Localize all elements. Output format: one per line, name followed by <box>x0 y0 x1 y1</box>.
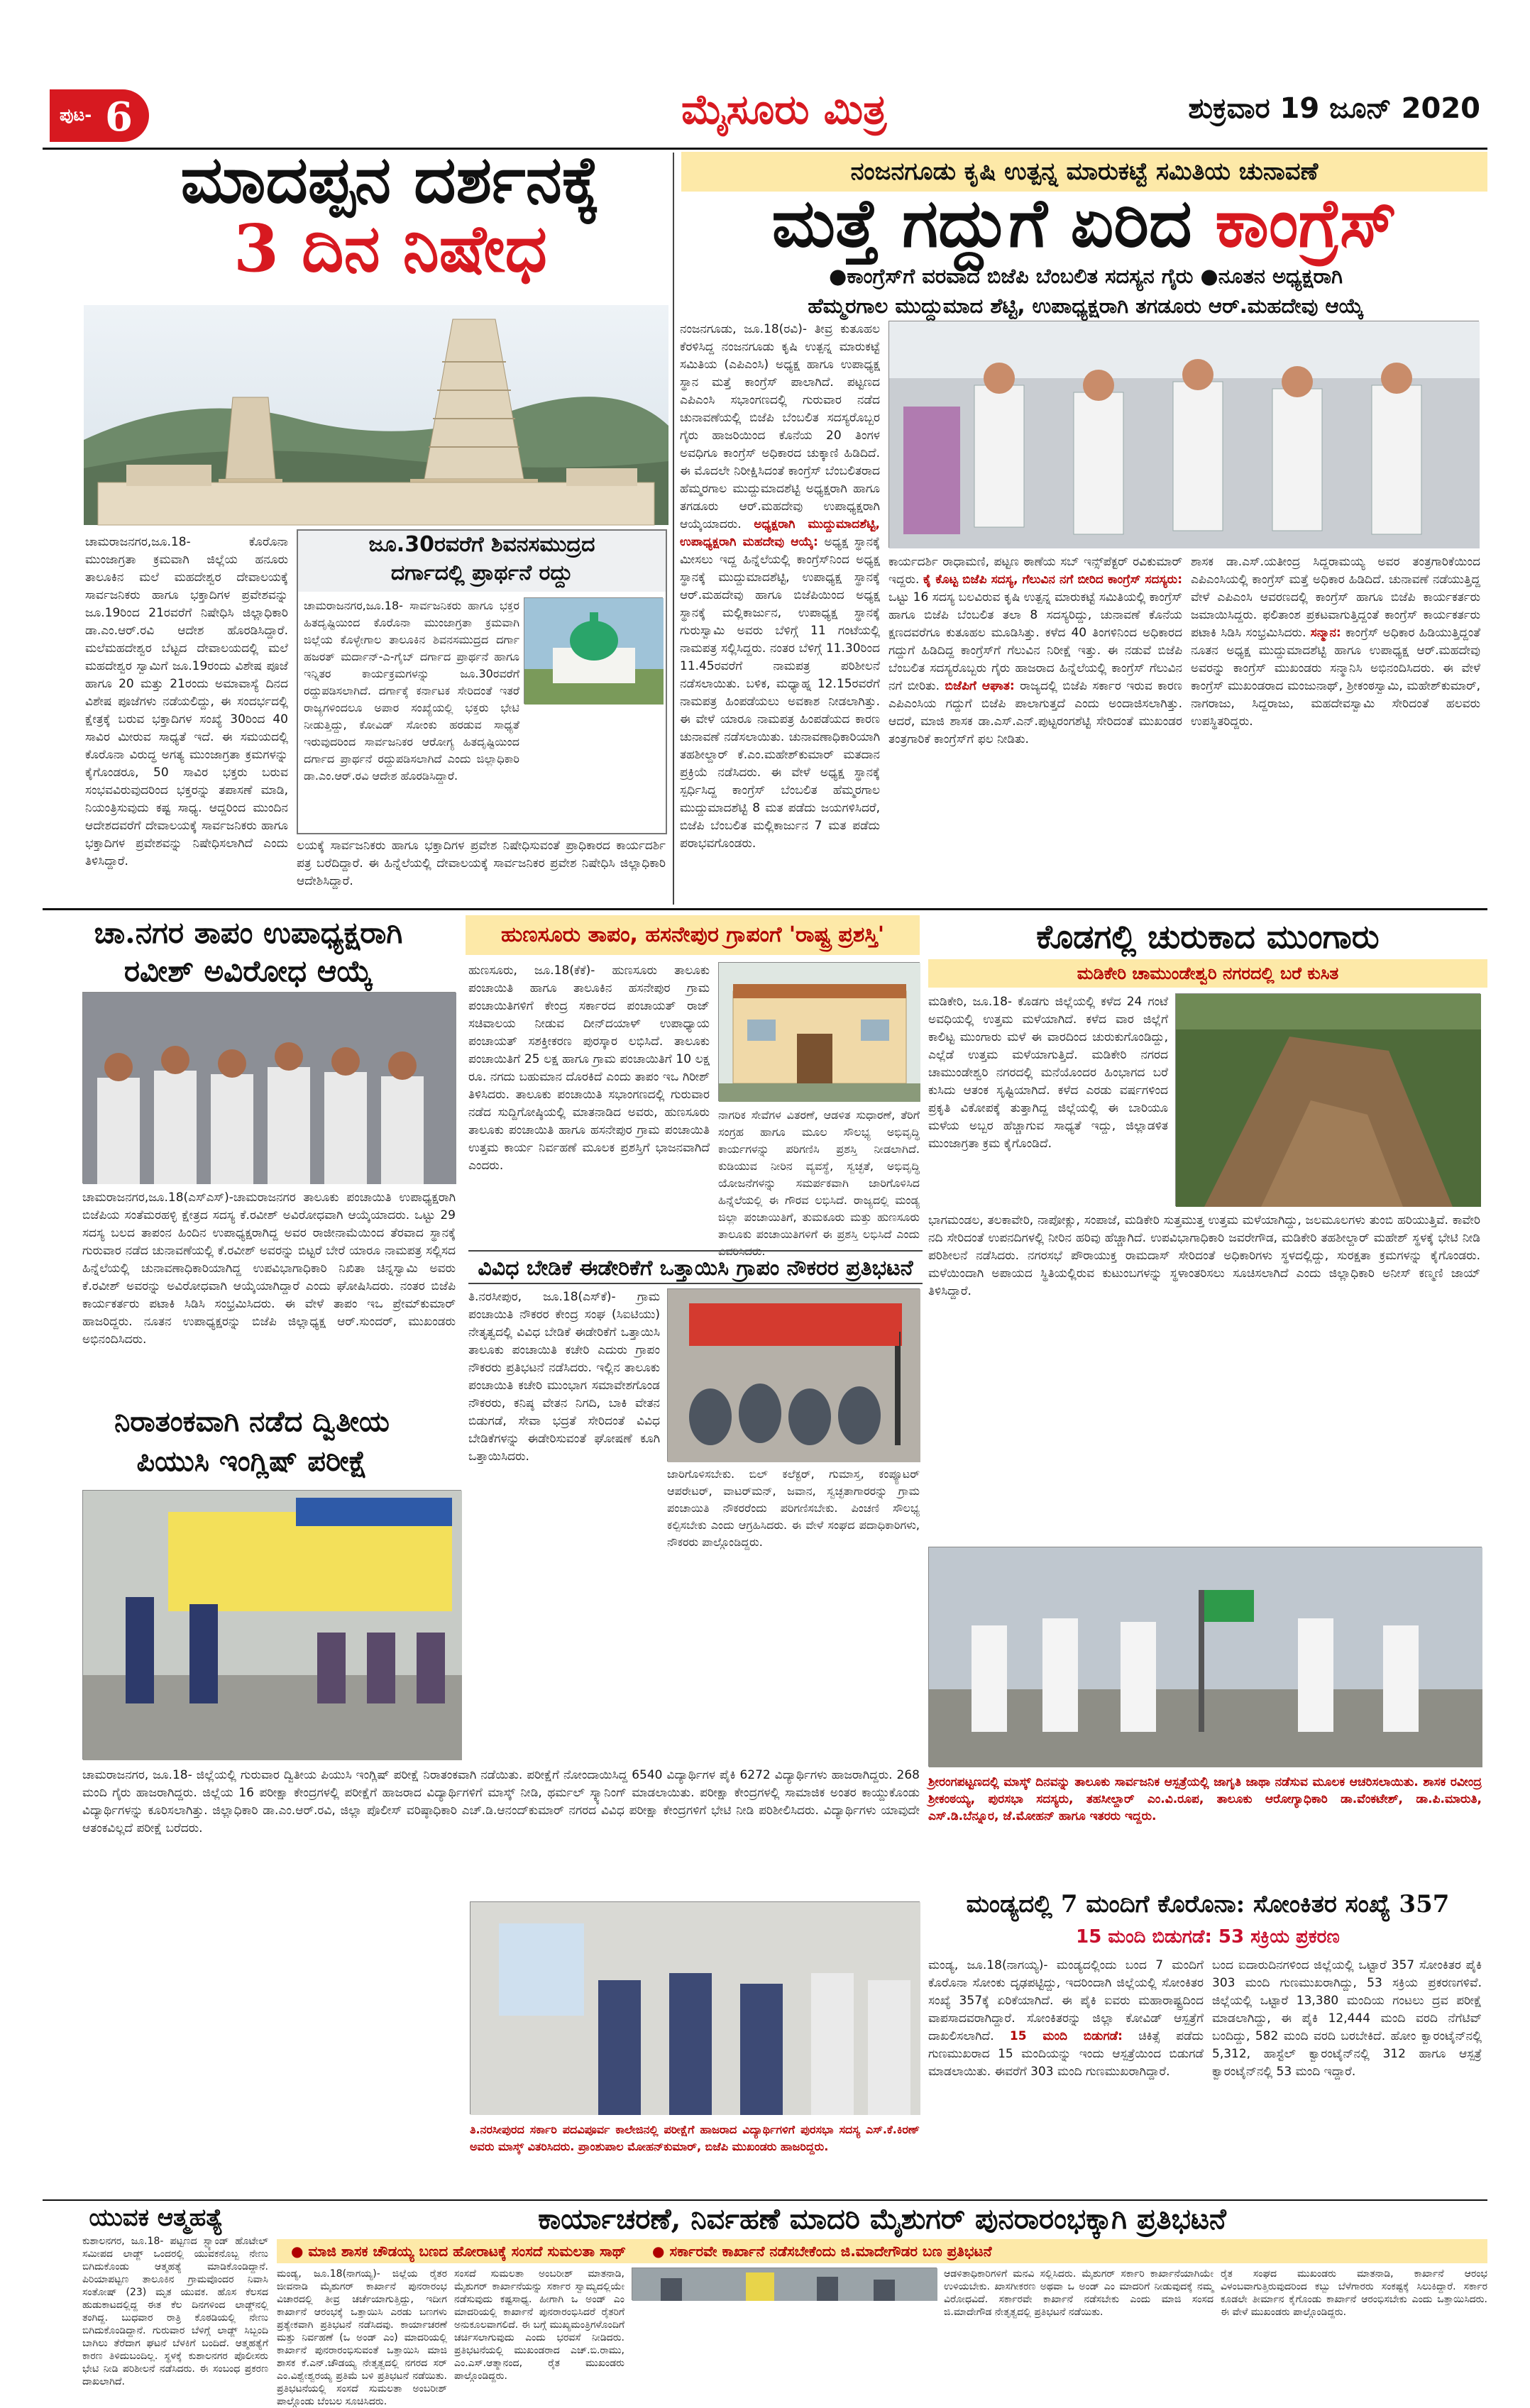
nanjangud-sub-line1: ●ಕಾಂಗ್ರೆಸ್‌ಗೆ ವರವಾದ ಬಿಜೆಪಿ ಬೆಂಬಲಿತ ಸದಸ್ಯನ ಗೈರು ●ನೂತನ ಅಧ್ಯಕ್ಷರಾಗಿ <box>829 264 1343 288</box>
kodagu-headline: ಕೊಡಗಲ್ಲಿ ಚುರುಕಾದ ಮುಂಗಾರು <box>1036 917 1380 956</box>
srirangapatna-mask-day-photo <box>928 1547 1482 1767</box>
chanagar-title-line1: ಚಾ.ನಗರ ತಾಪಂ ಉಪಾಧ್ಯಕ್ಷರಾಗಿ <box>94 915 403 950</box>
section-rule-2 <box>43 2199 1487 2201</box>
shivanasamudra-title <box>298 531 666 592</box>
page-number: 6 <box>105 94 133 140</box>
kodagu-text-col2: ಭಾಗಮಂಡಲ, ತಲಕಾವೇರಿ, ನಾಪೋಕ್ಲು, ಸಂಪಾಜೆ, ಮಡಿಕೇರಿ ಸುತ್ತಮುತ್ತ ಉತ್ತಮ ಮಳೆಯಾಗಿದ್ದು, ಜಲಮೂಲಗಳು ತುಂಬಿ ಹರಿಯುತ್ತಿವೆ. ಕಾವೇರಿ ನದಿ ಸೇರಿದಂತೆ ಉಪನದಿಗಳಲ್ಲಿ ನೀರಿನ ಹರಿವು ಹೆಚ್ಚಾಗಿದೆ. ಉಪವಿಭಾಗಾಧಿಕಾರಿ ಜವರೇಗೌಡ, ಮಡಿಕೇರಿ ತಹಶೀಲ್ದಾರ್ ಮಹೇಶ್ ಸ್ಥಳಕ್ಕೆ ಭೇಟಿ ನೀಡಿ ಪರಿಶೀಲನೆ ನಡೆಸಿದರು. ನಗರಸಭೆ ಪೌರಾಯುಕ್ತ ರಾಮದಾಸ್ ಸೇರಿದಂತೆ ಅಧಿಕಾರಿಗಳು ಸ್ಥಳದಲ್ಲಿದ್ದು, ಸುರಕ್ಷತಾ ಕ್ರಮಗಳನ್ನು ಕೈಗೊಂಡರು. ಮಳೆಯಿಂದಾಗಿ ಅಪಾಯದ ಸ್ಥಿತಿಯಲ್ಲಿರುವ ಕುಟುಂಬಗಳನ್ನು ಸ್ಥಳಾಂತರಿಸಲು ಸೂಚಿಸಲಾಗಿದೆ ಎಂದು ಜಿಲ್ಲಾಧಿಕಾರಿ ಅನೀಸ್ ಕಣ್ಮಣಿ ಜಾಯ್ ತಿಳಿಸಿದ್ದಾರೆ. <box>928 1213 1480 1298</box>
nanjangud-col2-highlight2: ಬಿಜೆಪಿಗೆ ಆಘಾತ: <box>945 679 1015 693</box>
mandya-col1b-text: ಚಿಕಿತ್ಸೆ ಪಡೆದು ಗುಣಮುಖರಾದ 15 ಮಂದಿಯನ್ನು ಇಂದು ಆಸ್ಪತ್ರೆಯಿಂದ ಬಿಡುಗಡೆ ಮಾಡಲಾಯಿತು. ಈವರೆಗೆ 303 ಮಂದಿ ಗುಣಮುಖರಾಗಿದ್ದಾರೆ. <box>928 2029 1204 2079</box>
hunsur-text-col2: ನಾಗರಿಕ ಸೇವೆಗಳ ವಿತರಣೆ, ಆಡಳಿತ ಸುಧಾರಣೆ, ತೆರಿಗೆ ಸಂಗ್ರಹ ಹಾಗೂ ಮೂಲ ಸೌಲಭ್ಯ ಅಭಿವೃದ್ಧಿ ಕಾರ್ಯಗಳನ್ನು ಪರಿಗಣಿಸಿ ಪ್ರಶಸ್ತಿ ನೀಡಲಾಗಿದೆ. ಕುಡಿಯುವ ನೀರಿನ ವ್ಯವಸ್ಥೆ, ಸ್ವಚ್ಛತೆ, ಅಭಿವೃದ್ಧಿ ಯೋಜನೆಗಳನ್ನು ಸಮರ್ಪಕವಾಗಿ ಜಾರಿಗೊಳಿಸಿದ ಹಿನ್ನೆಲೆಯಲ್ಲಿ ಈ ಗೌರವ ಲಭಿಸಿದೆ. ರಾಜ್ಯದಲ್ಲಿ ಮಂಡ್ಯ ಜಿಲ್ಲಾ ಪಂಚಾಯಿತಿಗೆ, ತುಮಕೂರು ಮತ್ತು ಹುಣಸೂರು ತಾಲೂಕು ಪಂಚಾಯಿತಿಗಳಿಗೆ ಈ ಪ್ರಶಸ್ತಿ ಲಭಿಸಿದೆ ಎಂದು ವಿವರಿಸಿದರು. <box>718 1108 920 1258</box>
nanjangud-text-col3 <box>1191 553 1480 902</box>
nanjangud-title-part1: ಮತ್ತೆ ಗದ್ದುಗೆ ಏರಿದ <box>771 184 1192 263</box>
page-label: ಪುಟ- <box>60 105 92 125</box>
madappa-text-col1: ಚಾಮರಾಜನಗರ,ಜೂ.18- ಕೊರೊನಾ ಮುಂಜಾಗ್ರತಾ ಕ್ರಮವಾಗಿ ಜಿಲ್ಲೆಯ ಹನೂರು ತಾಲೂಕಿನ ಮಲೆ ಮಹದೇಶ್ವರ ದೇವಾಲಯಕ್ಕೆ ಸಾರ್ವಜನಿಕರು ಹಾಗೂ ಭಕ್ತಾದಿಗಳ ಪ್ರವೇಶವನ್ನು ಜೂ.19ರಿಂದ 21ರವರೆಗೆ ನಿಷೇಧಿಸಿ ಜಿಲ್ಲಾಧಿಕಾರಿ ಡಾ.ಎಂ.ಆರ್.ರವಿ ಆದೇಶ ಹೊರಡಿಸಿದ್ದಾರೆ. ಮಲೆಮಹದೇಶ್ವರ ಬೆಟ್ಟದ ದೇವಾಲಯದಲ್ಲಿ ಮಲೆ ಮಹದೇಶ್ವರ ಸ್ವಾಮಿಗೆ ಜೂ.19ರಂದು ವಿಶೇಷ ಪೂಜೆ ಹಾಗೂ 20 ಮತ್ತು 21ರಂದು ಅಮಾವಾಸ್ಯೆ ದಿನದ ವಿಶೇಷ ಪೂಜೆಗಳು ನಡೆಯಲಿದ್ದು, ಈ ಸಂದರ್ಭದಲ್ಲಿ ಕ್ಷೇತ್ರಕ್ಕೆ ಬರುವ ಭಕ್ತಾದಿಗಳ ಸಂಖ್ಯೆ 30ರಿಂದ 40 ಸಾವಿರ ಮೀರುವ ಸಾಧ್ಯತೆ ಇದೆ. ಈ ಸಮಯದಲ್ಲಿ ಕೊರೊನಾ ವಿರುದ್ಧ ಅಗತ್ಯ ಮುಂಜಾಗ್ರತಾ ಕ್ರಮಗಳನ್ನು ಕೈಗೊಂಡರೂ, 50 ಸಾವಿರ ಭಕ್ತರು ಬರುವ ಸಂಭವವಿರುವುದರಿಂದ ಭಕ್ತರನ್ನು ತಪಾಸಣೆ ಮಾಡಿ, ನಿಯಂತ್ರಿಸುವುದು ಕಷ್ಟ ಸಾಧ್ಯ. ಆದ್ದರಿಂದ ಮುಂದಿನ ಆದೇಶದವರೆಗೆ ದೇವಾಲಯಕ್ಕೆ ಸಾರ್ವಜನಿಕರು ಹಾಗೂ ಭಕ್ತಾದಿಗಳ ಪ್ರವೇಶವನ್ನು ನಿಷೇಧಿಸಲಾಗಿದೆ ಎಂದು ತಿಳಿಸಿದ್ದಾರೆ. <box>85 535 288 868</box>
section-rule-1 <box>43 908 1487 910</box>
mandya-col1-text: ಮಂಡ್ಯ, ಜೂ.18(ನಾಗಯ್ಯ)- ಮಂಡ್ಯದಲ್ಲಿಂದು ಬಂದ 7 ಮಂದಿಗೆ ಕೊರೊನಾ ಸೋಂಕು ದೃಢಪಟ್ಟಿದ್ದು, ಇದರಿಂದಾಗಿ ಜಿಲ್ಲೆಯಲ್ಲಿ ಸೋಂಕಿತರ ಸಂಖ್ಯೆ 357ಕ್ಕೆ ಏರಿಕೆಯಾಗಿದೆ. ಈ ಪೈಕಿ ಐವರು ಮಹಾರಾಷ್ಟ್ರದಿಂದ ವಾಪಸಾದವರಾಗಿದ್ದಾರೆ. ಸೋಂಕಿತರನ್ನು ಜಿಲ್ಲಾ ಕೋವಿಡ್ ಆಸ್ಪತ್ರೆಗೆ ದಾಖಲಿಸಲಾಗಿದೆ. <box>928 1958 1204 2043</box>
suicide-text: ಕುಶಾಲನಗರ, ಜೂ.18- ಪಟ್ಟಣದ ಸ್ಟ್ಯಾಂಡ್ ಹೊಟೇಲ್ ಸಮೀಪದ ಲಾಡ್ಜ್ ಒಂದರಲ್ಲಿ ಯುವಕನೊಬ್ಬ ನೇಣು ಬಿಗಿದುಕೊಂಡು ಆತ್ಮಹತ್ಯೆ ಮಾಡಿಕೊಂಡಿದ್ದಾನೆ. ಪಿರಿಯಾಪಟ್ಟಣ ತಾಲೂಕಿನ ಗ್ರಾಮವೊಂದರ ನಿವಾಸಿ ಸಂತೋಷ್ (23) ಮೃತ ಯುವಕ. ಹೊಸ ಕೆಲಸದ ಹುಡುಕಾಟದಲ್ಲಿದ್ದ ಈತ ಕೆಲ ದಿನಗಳಿಂದ ಲಾಡ್ಜ್‌ನಲ್ಲಿ ತಂಗಿದ್ದ. ಬುಧವಾರ ರಾತ್ರಿ ಕೊಠಡಿಯಲ್ಲಿ ನೇಣು ಬಿಗಿದುಕೊಂಡಿದ್ದಾನೆ. ಗುರುವಾರ ಬೆಳಿಗ್ಗೆ ಲಾಡ್ಜ್ ಸಿಬ್ಬಂದಿ ಬಾಗಿಲು ತೆರೆದಾಗ ಘಟನೆ ಬೆಳಕಿಗೆ ಬಂದಿದೆ. ಆತ್ಮಹತ್ಯೆಗೆ ಕಾರಣ ತಿಳಿದುಬಂದಿಲ್ಲ. ಸ್ಥಳಕ್ಕೆ ಕುಶಾಲನಗರ ಪೊಲೀಸರು ಭೇಟಿ ನೀಡಿ ಪರಿಶೀಲನೆ ನಡೆಸಿದರು. ಈ ಸಂಬಂಧ ಪ್ರಕರಣ ದಾಖಲಾಗಿದೆ. <box>82 2236 268 2387</box>
madappa-title-line2: 3 ದಿನ ನಿಷೇಧ <box>233 209 547 287</box>
nanjangud-col2-text: ಕಾರ್ಯದರ್ಶಿ ರಾಧಾಮಣಿ, ಪಟ್ಟಣ ಠಾಣೆಯ ಸಬ್ ಇನ್ಸ್‌ಪೆಕ್ಟರ್ ರವಿಕುಮಾರ್ ಇದ್ದರು. <box>888 555 1182 587</box>
protest-text-col1: ತಿ.ನರಸೀಪುರ, ಜೂ.18(ಎಸ್‌ಕೆ)- ಗ್ರಾಮ ಪಂಚಾಯಿತಿ ನೌಕರರ ಕೇಂದ್ರ ಸಂಘ (ಸಿಐಟಿಯು) ನೇತೃತ್ವದಲ್ಲಿ ವಿವಿಧ ಬೇಡಿಕೆ ಈಡೇರಿಕೆಗೆ ಒತ್ತಾಯಿಸಿ ತಾಲೂಕು ಪಂಚಾಯಿತಿ ಕಚೇರಿ ಎದುರು ಗ್ರಾಪಂ ನೌಕರರು ಪ್ರತಿಭಟನೆ ನಡೆಸಿದರು. ಇಲ್ಲಿನ ತಾಲೂಕು ಪಂಚಾಯಿತಿ ಕಚೇರಿ ಮುಂಭಾಗ ಸಮಾವೇಶಗೊಂಡ ನೌಕರರು, ಕನಿಷ್ಠ ವೇತನ ನಿಗದಿ, ಬಾಕಿ ವೇತನ ಬಿಡುಗಡೆ, ಸೇವಾ ಭದ್ರತೆ ಸೇರಿದಂತೆ ವಿವಿಧ ಬೇಡಿಕೆಗಳನ್ನು ಈಡೇರಿಸುವಂತೆ ಘೋಷಣೆ ಕೂಗಿ ಒತ್ತಾಯಿಸಿದರು. <box>468 1290 660 1464</box>
madappa-title-line1: ಮಾದಪ್ಪನ ದರ್ಶನಕ್ಕೆ <box>180 141 600 218</box>
landslide-photo <box>1175 993 1480 1206</box>
mandya-subheadline <box>928 1923 1487 1951</box>
page-number-badge <box>50 89 149 142</box>
nanjangud-col1-highlight: ಅಧ್ಯಕ್ಷರಾಗಿ ಮುದ್ದುಮಾದಶೆಟ್ಟಿ, ಉಪಾಧ್ಯಕ್ಷರಾಗಿ ಮಹದೇವು ಆಯ್ಕೆ: <box>680 517 880 549</box>
mandya-col1-highlight: 15 ಮಂದಿ ಬಿಡುಗಡೆ: <box>1009 2029 1123 2043</box>
madappa-temple-photo <box>84 305 668 525</box>
chanagar-group-photo <box>82 992 456 1183</box>
mysugar-sub-right: ● ಸರ್ಕಾರವೇ ಕಾರ್ಖಾನೆ ನಡೆಸಬೇಕೆಂದು ಜಿ.ಮಾದೇಗೌಡರ ಬಣ ಪ್ರತಿಭಟನೆ <box>652 2243 992 2260</box>
mandya-text-col2: ಬಂದ ಐದಾರುದಿನಗಳಿಂದ ಜಿಲ್ಲೆಯಲ್ಲಿ ಒಟ್ಟಾರೆ 357 ಸೋಂಕಿತರ ಪೈಕಿ 303 ಮಂದಿ ಗುಣಮುಖರಾಗಿದ್ದು, 53 ಸಕ್ರಿಯ ಪ್ರಕರಣಗಳಿವೆ. ಜಿಲ್ಲೆಯಲ್ಲಿ ಒಟ್ಟಾರೆ 13,380 ಮಂದಿಯ ಗಂಟಲು ದ್ರವ ಪರೀಕ್ಷೆ ಮಾಡಲಾಗಿದ್ದು, ಈ ಪೈಕಿ 12,444 ಮಂದಿ ವರದಿ ನೆಗೆಟಿವ್ ಬಂದಿದ್ದು, 582 ಮಂದಿ ವರದಿ ಬರಬೇಕಿದೆ. ಹೋಂ ಕ್ವಾರಂಟೈನ್‌ನಲ್ಲಿ 5,312, ಹಾಸ್ಟೆಲ್ ಕ್ವಾರಂಟೈನ್‌ನಲ್ಲಿ 312 ಹಾಗೂ ಆಸ್ಪತ್ರೆ ಕ್ವಾರಂಟೈನ್‌ನಲ್ಲಿ 53 ಮಂದಿ ಇದ್ದಾರೆ. <box>1212 1958 1482 2079</box>
puc-headline <box>43 1402 461 1481</box>
mysugar-text-col3: ಆಡಳಿತಾಧಿಕಾರಿಗಳಿಗೆ ಮನವಿ ಸಲ್ಲಿಸಿದರು. ಮೈಶುಗರ್ ಸರ್ಕಾರಿ ಕಾರ್ಖಾನೆಯಾಗಿಯೇ ಉಳಿಯಬೇಕು. ಖಾಸಗೀಕರಣ ಅಥವಾ ಒ ಅಂಡ್ ಎಂ ಮಾದರಿಗೆ ನೀಡುವುದಕ್ಕೆ ನಮ್ಮ ವಿರೋಧವಿದೆ. ಸರ್ಕಾರವೇ ಕಾರ್ಖಾನೆ ನಡೆಸಬೇಕು ಎಂದು ಮಾಜಿ ಸಂಸದ ಜಿ.ಮಾದೇಗೌಡ ನೇತೃತ್ವದಲ್ಲಿ ಪ್ರತಿಭಟನೆ ನಡೆಯಿತು. <box>944 2268 1213 2318</box>
column-divider <box>673 153 674 905</box>
nanjangud-kicker: ನಂಜನಗೂಡು ಕೃಷಿ ಉತ್ಪನ್ನ ಮಾರುಕಟ್ಟೆ ಸಮಿತಿಯ ಚುನಾವಣೆ <box>681 152 1487 192</box>
chanagar-headline <box>43 914 454 990</box>
kodagu-subheadline: ಮಡಿಕೇರಿ ಚಾಮುಂಡೇಶ್ವರಿ ನಗರದಲ್ಲಿ ಬರೆ ಕುಸಿತ <box>928 959 1487 988</box>
nanjangud-subheadline <box>695 261 1476 321</box>
tnarasipura-caption: ತಿ.ನರಸೀಪುರದ ಸರ್ಕಾರಿ ಪದವಿಪೂರ್ವ ಕಾಲೇಜಿನಲ್ಲಿ ಪರೀಕ್ಷೆಗೆ ಹಾಜರಾದ ವಿದ್ಯಾರ್ಥಿಗಳಿಗೆ ಪುರಸಭಾ ಸದಸ್ಯ ಎಸ್.ಕೆ.ಕಿರಣ್ ಅವರು ಮಾಸ್ಕ್ ವಿತರಿಸಿದರು. ಪ್ರಾಂಶುಪಾಲ ಮೋಹನ್‌ಕುಮಾರ್, ಬಿಜೆಪಿ ಮುಖಂಡರು ಹಾಜರಿದ್ದರು. <box>470 2123 920 2153</box>
shivanasamudra-title-line1: ಜೂ.30ರವರೆಗೆ ಶಿವನಸಮುದ್ರದ <box>368 532 595 557</box>
suicide-headline: ಯುವಕ ಆತ್ಮಹತ್ಯೆ <box>89 2204 224 2232</box>
nanjangud-sub-line2: ಹೆಮ್ಮರಗಾಲ ಮುದ್ದುಮಾದ ಶೆಟ್ಟಿ, ಉಪಾಧ್ಯಕ್ಷರಾಗಿ ತಗಡೂರು ಆರ್.ಮಹದೇವು ಆಯ್ಕೆ <box>808 294 1364 318</box>
shivanasamudra-text: ಚಾಮರಾಜನಗರ,ಜೂ.18- ಸಾರ್ವಜನಿಕರು ಹಾಗೂ ಭಕ್ತರ ಹಿತದೃಷ್ಟಿಯಿಂದ ಕೊರೊನಾ ಮುಂಜಾಗ್ರತಾ ಕ್ರಮವಾಗಿ ಜಿಲ್ಲೆಯ ಕೊಳ್ಳೇಗಾಲ ತಾಲೂಕಿನ ಶಿವನಸಮುದ್ರದ ದರ್ಗಾ ಹಜರತ್ ಮರ್ದಾನ್-ಎ-ಗೈಬ್ ದರ್ಗಾದ ಪ್ರಾರ್ಥನೆ ಹಾಗೂ ಇನ್ನಿತರ ಕಾರ್ಯಕ್ರಮಗಳನ್ನು ಜೂ.30ರವರೆಗೆ ರದ್ದುಪಡಿಸಲಾಗಿದೆ. ದರ್ಗಾಕ್ಕೆ ಕರ್ನಾಟಕ ಸೇರಿದಂತೆ ಇತರೆ ರಾಜ್ಯಗಳಿಂದಲೂ ಅಪಾರ ಸಂಖ್ಯೆಯಲ್ಲಿ ಭಕ್ತರು ಭೇಟಿ ನೀಡುತ್ತಿದ್ದು, ಕೋವಿಡ್ ಸೋಂಕು ಹರಡುವ ಸಾಧ್ಯತೆ ಇರುವುದರಿಂದ ಸಾರ್ವಜನಿಕರ ಆರೋಗ್ಯ ಹಿತದೃಷ್ಟಿಯಿಂದ ದರ್ಗಾದ ಪ್ರಾರ್ಥನೆ ರದ್ದುಪಡಿಸಲಾಗಿದೆ ಎಂದು ಜಿಲ್ಲಾಧಿಕಾರಿ ಡಾ.ಎಂ.ಆರ್.ರವಿ ಆದೇಶ ಹೊರಡಿಸಿದ್ದಾರೆ. <box>304 599 519 783</box>
chanagar-title-line2: ರವೀಶ್ ಅವಿರೋಧ ಆಯ್ಕೆ <box>123 954 373 988</box>
puc-title-line2: ಪಿಯುಸಿ ಇಂಗ್ಲಿಷ್ ಪರೀಕ್ಷೆ <box>136 1445 368 1478</box>
madappa-text-col2: ಲಯಕ್ಕೆ ಸಾರ್ವಜನಿಕರು ಹಾಗೂ ಭಕ್ತಾದಿಗಳ ಪ್ರವೇಶ ನಿಷೇಧಿಸುವಂತೆ ಪ್ರಾಧಿಕಾರದ ಕಾರ್ಯದರ್ಶಿ ಪತ್ರ ಬರೆದಿದ್ದಾರೆ. ಈ ಹಿನ್ನೆಲೆಯಲ್ಲಿ ದೇವಾಲಯಕ್ಕೆ ಸಾರ್ವಜನಿಕರ ಪ್ರವೇಶ ನಿಷೇಧಿಸಿ ಜಿಲ್ಲಾಧಿಕಾರಿ ಆದೇಶಿಸಿದ್ದಾರೆ. <box>297 839 666 888</box>
shivanasamudra-title-line2: ದರ್ಗಾದಲ್ಲಿ ಪ್ರಾರ್ಥನೆ ರದ್ದು <box>390 560 573 585</box>
tnarasipura-mask-photo <box>470 1901 920 2114</box>
nanjangud-felicitation-photo <box>888 321 1479 548</box>
nanjangud-text-col2 <box>888 553 1182 902</box>
mysugar-text-col4: ರೈತ ಸಂಘದ ಮುಖಂಡರು ಮಾತನಾಡಿ, ಕಾರ್ಖಾನೆ ಆರಂಭ ವಿಳಂಬವಾಗುತ್ತಿರುವುದರಿಂದ ಕಬ್ಬು ಬೆಳೆಗಾರರು ಸಂಕಷ್ಟಕ್ಕೆ ಸಿಲುಕಿದ್ದಾರೆ. ಸರ್ಕಾರ ಕೂಡಲೇ ತೀರ್ಮಾನ ಕೈಗೊಂಡು ಕಾರ್ಖಾನೆ ಆರಂಭಿಸಬೇಕು ಎಂದು ಒತ್ತಾಯಿಸಿದರು. ಈ ವೇಳೆ ಮುಖಂಡರು ಪಾಲ್ಗೊಂಡಿದ್ದರು. <box>1221 2268 1487 2318</box>
mysugar-text-col1: ಮಂಡ್ಯ, ಜೂ.18(ನಾಗಯ್ಯ)- ಜಿಲ್ಲೆಯ ರೈತರ ಜೀವನಾಡಿ ಮೈಶುಗರ್ ಕಾರ್ಖಾನೆ ಪುನರಾರಂಭ ವಿಚಾರದಲ್ಲಿ ತೀವ್ರ ಚರ್ಚೆಯಾಗುತ್ತಿದ್ದು, ಇದೀಗ ಕಾರ್ಖಾನೆ ಆರಂಭಕ್ಕೆ ಒತ್ತಾಯಿಸಿ ಎರಡು ಬಣಗಳು ಪ್ರತ್ಯೇಕವಾಗಿ ಪ್ರತಿಭಟನೆ ನಡೆಸಿದವು. ಕಾರ್ಯಾಚರಣೆ ಮತ್ತು ನಿರ್ವಹಣೆ (ಒ ಅಂಡ್ ಎಂ) ಮಾದರಿಯಲ್ಲಿ ಕಾರ್ಖಾನೆ ಪುನರಾರಂಭಿಸುವಂತೆ ಒತ್ತಾಯಿಸಿ ಮಾಜಿ ಶಾಸಕ ಕೆ.ಎನ್.ಚೌಡಯ್ಯ ನೇತೃತ್ವದಲ್ಲಿ ನಗರದ ಸರ್ ಎಂ.ವಿಶ್ವೇಶ್ವರಯ್ಯ ಪ್ರತಿಮೆ ಬಳಿ ಪ್ರತಿಭಟನೆ ನಡೆಯಿತು. ಪ್ರತಿಭಟನೆಯಲ್ಲಿ ಸಂಸದೆ ಸುಮಲತಾ ಅಂಬರೀಶ್ ಪಾಲ್ಗೊಂಡು ಬೆಂಬಲ ಸೂಚಿಸಿದರು. <box>277 2268 447 2407</box>
mandya-sub-highlight: 15 ಮಂದಿ ಬಿಡುಗಡೆ: <box>1076 1926 1212 1948</box>
nanjangud-col1b-text: ಅಧ್ಯಕ್ಷ ಸ್ಥಾನಕ್ಕೆ ಮೀಸಲು ಇದ್ದ ಹಿನ್ನೆಲೆಯಲ್ಲಿ ಕಾಂಗ್ರೆಸ್‌ನಿಂದ ಅಧ್ಯಕ್ಷ ಸ್ಥಾನಕ್ಕೆ ಮುದ್ದುಮಾದಶೆಟ್ಟಿ, ಉಪಾಧ್ಯಕ್ಷ ಸ್ಥಾನಕ್ಕೆ ಆರ್.ಮಹದೇವು ಹಾಗೂ ಬಿಜೆಪಿಯಿಂದ ಅಧ್ಯಕ್ಷ ಸ್ಥಾನಕ್ಕೆ ಮಲ್ಲಿಕಾರ್ಜುನ, ಉಪಾಧ್ಯಕ್ಷ ಸ್ಥಾನಕ್ಕೆ ಗುರುಸ್ವಾಮಿ ಅವರು ಬೆಳಿಗ್ಗೆ 11 ಗಂಟೆಯಲ್ಲಿ ನಾಮಪತ್ರ ಸಲ್ಲಿಸಿದ್ದರು. ನಂತರ ಬೆಳಿಗ್ಗೆ 11.30ರಿಂದ 11.45ರವರೆಗೆ ನಾಮಪತ್ರ ಪರಿಶೀಲನೆ ನಡೆಸಲಾಯಿತು. ಬಳಿಕ, ಮಧ್ಯಾಹ್ನ 12.15ರವರೆಗೆ ನಾಮಪತ್ರ ಹಿಂಪಡೆಯಲು ಅವಕಾಶ ನೀಡಲಾಗಿತ್ತು. ಈ ವೇಳೆ ಯಾರೂ ನಾಮಪತ್ರ ಹಿಂಪಡೆಯದ ಕಾರಣ ಚುನಾವಣೆ ನಡೆಸಲಾಯಿತು. ಚುನಾವಣಾಧಿಕಾರಿಯಾಗಿ ತಹಶೀಲ್ದಾರ್ ಕೆ.ಎಂ.ಮಹೇಶ್‌ಕುಮಾರ್ ಮತದಾನ ಪ್ರಕ್ರಿಯೆ ನಡೆಸಿದರು. ಈ ವೇಳೆ ಅಧ್ಯಕ್ಷ ಸ್ಥಾನಕ್ಕೆ ಸ್ಪರ್ಧಿಸಿದ್ದ ಕಾಂಗ್ರೆಸ್ ಬೆಂಬಲಿತ ಹೆಮ್ಮರಗಾಲ ಮುದ್ದುಮಾದಶೆಟ್ಟಿ 8 ಮತ ಪಡೆದು ಜಯಗಳಿಸಿದರೆ, ಬಿಜೆಪಿ ಬೆಂಬಲಿತ ಮಲ್ಲಿಕಾರ್ಜುನ 7 ಮತ ಪಡೆದು ಪರಾಭವಗೊಂಡರು. <box>680 535 881 851</box>
hunsur-headline: ಹುಣಸೂರು ತಾಪಂ, ಹಸನೇಪುರ ಗ್ರಾಪಂಗೆ 'ರಾಷ್ಟ್ರ ಪ್ರಶಸ್ತಿ' <box>466 915 920 955</box>
issue-date: ಶುಕ್ರವಾರ 19 ಜೂನ್ 2020 <box>1188 92 1480 125</box>
hunsur-panchayat-photo <box>718 962 920 1101</box>
protest-text-col2: ಜಾರಿಗೊಳಿಸಬೇಕು. ಬಿಲ್ ಕಲೆಕ್ಟರ್, ಗುಮಾಸ್ತ, ಕಂಪ್ಯೂಟರ್ ಆಪರೇಟರ್, ವಾಟರ್‌ಮನ್, ಜವಾನ, ಸ್ವಚ್ಛತಾಗಾರರನ್ನು ಗ್ರಾಮ ಪಂಚಾಯಿತಿ ನೌಕರರೆಂದು ಪರಿಗಣಿಸಬೇಕು. ಪಿಂಚಣಿ ಸೌಲಭ್ಯ ಕಲ್ಪಿಸಬೇಕು ಎಂದು ಆಗ್ರಹಿಸಿದರು. ಈ ವೇಳೆ ಸಂಘದ ಪದಾಧಿಕಾರಿಗಳು, ನೌಕರರು ಪಾಲ್ಗೊಂಡಿದ್ದರು. <box>667 1467 920 1549</box>
shivanasamudra-box <box>297 529 667 834</box>
mandya-text-col1 <box>928 1957 1204 2191</box>
puc-exam-photo <box>82 1490 461 1760</box>
mysugar-protest-photo <box>632 2268 937 2300</box>
nanjangud-col3b-text: ಕಾಂಗ್ರೆಸ್ ಅಧಿಕಾರ ಹಿಡಿಯುತ್ತಿದ್ದಂತೆ ನೂತನ ಅಧ್ಯಕ್ಷ ಮುದ್ದುಮಾದಶೆಟ್ಟಿ ಹಾಗೂ ಉಪಾಧ್ಯಕ್ಷ ಆರ್.ಮಹದೇವು ಅವರನ್ನು ಕಾಂಗ್ರೆಸ್ ಮುಖಂಡರು ಸನ್ಮಾನಿಸಿ ಅಭಿನಂದಿಸಿದರು. ಈ ವೇಳೆ ಕಾಂಗ್ರೆಸ್ ಮುಖಂಡರಾದ ಮಂಜುನಾಥ್, ಶ್ರೀಕಂಠಸ್ವಾಮಿ, ಮಹೇಶ್‌ಕುಮಾರ್, ನಾಗರಾಜು, ಸಿದ್ದರಾಜು, ಮಹದೇವಸ್ವಾಮಿ ಸೇರಿದಂತೆ ಹಲವರು ಉಪಸ್ಥಿತರಿದ್ದರು. <box>1191 626 1480 729</box>
srirangapatna-caption: ಶ್ರೀರಂಗಪಟ್ಟಣದಲ್ಲಿ ಮಾಸ್ಕ್ ದಿನವನ್ನು ತಾಲೂಕು ಸಾರ್ವಜನಿಕ ಆಸ್ಪತ್ರೆಯಲ್ಲಿ ಜಾಗೃತಿ ಜಾಥಾ ನಡೆಸುವ ಮೂಲಕ ಆಚರಿಸಲಾಯಿತು. ಶಾಸಕ ರವೀಂದ್ರ ಶ್ರೀಕಂಠಯ್ಯ, ಪುರಸಭಾ ಸದಸ್ಯರು, ತಹಸೀಲ್ದಾರ್ ಎಂ.ವಿ.ರೂಪ, ತಾಲೂಕು ಆರೋಗ್ಯಾಧಿಕಾರಿ ಡಾ.ವೆಂಕಟೇಶ್, ಡಾ.ಪಿ.ಮಾರುತಿ, ಎಸ್.ಡಿ.ಬೆನ್ನೂರ, ಜೆ.ಮೋಹನ್ ಹಾಗೂ ಇತರರು ಇದ್ದರು. <box>928 1775 1482 1823</box>
nanjangud-col2c-text: ರಾಜ್ಯದಲ್ಲಿ ಬಿಜೆಪಿ ಸರ್ಕಾರ ಇರುವ ಕಾರಣ ಎಪಿಎಂಸಿಯ ಗದ್ದುಗೆ ಬಿಜೆಪಿ ಪಾಲಾಗುತ್ತದೆ ಎಂದು ಅಂದಾಜಿಸಲಾಗಿತ್ತು. ಆದರೆ, ಮಾಜಿ ಶಾಸಕ ಡಾ.ಎಸ್.ಎನ್.ಪುಟ್ಟರಂಗಶೆಟ್ಟಿ ಸೇರಿದಂತೆ ಮುಖಂಡರ ತಂತ್ರಗಾರಿಕೆ ಕಾಂಗ್ರೆಸ್‌ಗೆ ಫಲ ನೀಡಿತು. <box>888 679 1182 746</box>
mysugar-text-col2: ಸಂಸದೆ ಸುಮಲತಾ ಅಂಬರೀಶ್ ಮಾತನಾಡಿ, ಮೈಶುಗರ್ ಕಾರ್ಖಾನೆಯನ್ನು ಸರ್ಕಾರ ಸ್ವಾಮ್ಯದಲ್ಲಿಯೇ ನಡೆಸುವುದು ಕಷ್ಟಸಾಧ್ಯ. ಹೀಗಾಗಿ ಒ ಅಂಡ್ ಎಂ ಮಾದರಿಯಲ್ಲಿ ಕಾರ್ಖಾನೆ ಪುನರಾರಂಭಿಸಿದರೆ ರೈತರಿಗೆ ಅನುಕೂಲವಾಗಲಿದೆ. ಈ ಬಗ್ಗೆ ಮುಖ್ಯಮಂತ್ರಿಗಳೊಂದಿಗೆ ಚರ್ಚಿಸಲಾಗುವುದು ಎಂದು ಭರವಸೆ ನೀಡಿದರು. ಪ್ರತಿಭಟನೆಯಲ್ಲಿ ಮುಖಂಡರಾದ ಎಚ್.ಬಿ.ರಾಮು, ಎಂ.ಎಸ್.ಆತ್ಮಾನಂದ, ರೈತ ಮುಖಂಡರು ಪಾಲ್ಗೊಂಡಿದ್ದರು. <box>454 2268 624 2382</box>
mysugar-subheadline <box>277 2239 1487 2263</box>
newspaper-logo: ಮೈಸೂರು ಮಿತ್ರ <box>681 85 887 133</box>
mysugar-sub-left: ● ಮಾಜಿ ಶಾಸಕ ಚೌಡಯ್ಯ ಬಣದ ಹೋರಾಟಕ್ಕೆ ಸಂಸದೆ ಸುಮಲತಾ ಸಾಥ್ <box>291 2243 627 2260</box>
puc-title-line1: ನಿರಾತಂಕವಾಗಿ ನಡೆದ ದ್ವಿತೀಯ <box>114 1405 390 1438</box>
nanjangud-col3-text: ಶಾಸಕ ಡಾ.ಎಸ್.ಯತೀಂದ್ರ ಸಿದ್ದರಾಮಯ್ಯ ಅವರ ತಂತ್ರಗಾರಿಕೆಯಿಂದ ಎಪಿಎಂಸಿಯಲ್ಲಿ ಕಾಂಗ್ರೆಸ್ ಮತ್ತೆ ಅಧಿಕಾರ ಹಿಡಿದಿದೆ. ಚುನಾವಣೆ ನಡೆಯುತ್ತಿದ್ದ ವೇಳೆ ಎಪಿಎಂಸಿ ಆವರಣದಲ್ಲಿ ಕಾಂಗ್ರೆಸ್ ಹಾಗೂ ಬಿಜೆಪಿ ಕಾರ್ಯಕರ್ತರು ಜಮಾಯಿಸಿದ್ದರು. ಫಲಿತಾಂಶ ಪ್ರಕಟವಾಗುತ್ತಿದ್ದಂತೆ ಕಾಂಗ್ರೆಸ್ ಕಾರ್ಯಕರ್ತರು ಪಟಾಕಿ ಸಿಡಿಸಿ ಸಂಭ್ರಮಿಸಿದರು. <box>1191 555 1480 640</box>
kodagu-text-col1: ಮಡಿಕೇರಿ, ಜೂ.18- ಕೊಡಗು ಜಿಲ್ಲೆಯಲ್ಲಿ ಕಳೆದ 24 ಗಂಟೆ ಅವಧಿಯಲ್ಲಿ ಉತ್ತಮ ಮಳೆಯಾಗಿದೆ. ಕಳೆದ ವಾರ ಜಿಲ್ಲೆಗೆ ಕಾಲಿಟ್ಟ ಮುಂಗಾರು ಮಳೆ ಈ ವಾರದಿಂದ ಚುರುಕುಗೊಂಡಿದ್ದು, ಎಲ್ಲೆಡೆ ಉತ್ತಮ ಮಳೆಯಾಗುತ್ತಿದೆ. ಮಡಿಕೇರಿ ನಗರದ ಚಾಮುಂಡೇಶ್ವರಿ ನಗರದಲ್ಲಿ ಮನೆಯೊಂದರ ಹಿಂಭಾಗದ ಬರೆ ಕುಸಿದು ಆತಂಕ ಸೃಷ್ಟಿಯಾಗಿದೆ. ಕಳೆದ ಎರಡು ವರ್ಷಗಳಿಂದ ಪ್ರಕೃತಿ ವಿಕೋಪಕ್ಕೆ ತುತ್ತಾಗಿದ್ದ ಜಿಲ್ಲೆಯಲ್ಲಿ ಈ ಬಾರಿಯೂ ಮಳೆಯ ಅಬ್ಬರ ಹೆಚ್ಚಾಗುವ ಸಾಧ್ಯತೆ ಇದ್ದು, ಜಿಲ್ಲಾಡಳಿತ ಮುಂಜಾಗ್ರತಾ ಕ್ರಮ ಕೈಗೊಂಡಿದೆ. <box>928 995 1168 1151</box>
chanagar-text: ಚಾಮರಾಜನಗರ,ಜೂ.18(ಎಸ್‌ಎಸ್)-ಚಾಮರಾಜನಗರ ತಾಲೂಕು ಪಂಚಾಯಿತಿ ಉಪಾಧ್ಯಕ್ಷರಾಗಿ ಬಿಜೆಪಿಯ ಸಂತೆಮರಹಳ್ಳಿ ಕ್ಷೇತ್ರದ ಸದಸ್ಯ ಕೆ.ರವೀಶ್ ಅವಿರೋಧವಾಗಿ ಆಯ್ಕೆಯಾದರು. ಒಟ್ಟು 29 ಸದಸ್ಯ ಬಲದ ತಾಪಂನ ಹಿಂದಿನ ಉಪಾಧ್ಯಕ್ಷರಾಗಿದ್ದ ಅವರ ರಾಜೀನಾಮೆಯಿಂದ ತೆರವಾದ ಸ್ಥಾನಕ್ಕೆ ಗುರುವಾರ ನಡೆದ ಚುನಾವಣೆಯಲ್ಲಿ ಕೆ.ರವೀಶ್ ಅವರನ್ನು ಬಿಟ್ಟರೆ ಬೇರೆ ಯಾರೂ ನಾಮಪತ್ರ ಸಲ್ಲಿಸದ ಹಿನ್ನೆಲೆಯಲ್ಲಿ ಚುನಾವಣಾಧಿಕಾರಿಯಾಗಿದ್ದ ಉಪವಿಭಾಗಾಧಿಕಾರಿ ನಿಖಿತಾ ಚಿನ್ನಸ್ವಾಮಿ ಅವರು ಕೆ.ರವೀಶ್ ಅವರನ್ನು ಅವಿರೋಧವಾಗಿ ಆಯ್ಕೆಯಾಗಿದ್ದಾರೆ ಎಂದು ಘೋಷಿಸಿದರು. ನಂತರ ಬಿಜೆಪಿ ಕಾರ್ಯಕರ್ತರು ಪಟಾಕಿ ಸಿಡಿಸಿ ಸಂಭ್ರಮಿಸಿದರು. ಈ ವೇಳೆ ತಾಪಂ ಇಒ ಪ್ರೇಮ್‌ಕುಮಾರ್ ಹಾಜರಿದ್ದರು. ನೂತನ ಉಪಾಧ್ಯಕ್ಷರನ್ನು ಬಿಜೆಪಿ ಜಿಲ್ಲಾಧ್ಯಕ್ಷ ಆರ್.ಸುಂದರ್, ಮುಖಂಡರು ಅಭಿನಂದಿಸಿದರು. <box>82 1191 456 1347</box>
protest-headline: ವಿವಿಧ ಬೇಡಿಕೆ ಈಡೇರಿಕೆಗೆ ಒತ್ತಾಯಿಸಿ ಗ್ರಾಪಂ ನೌಕರರ ಪ್ರತಿಭಟನೆ <box>468 1250 923 1284</box>
nanjangud-title-part2: ಕಾಂಗ್ರೆಸ್ <box>1215 184 1397 263</box>
nanjangud-headline <box>681 184 1487 263</box>
nanjangud-col3-highlight: ಸನ್ಮಾನ: <box>1310 626 1341 640</box>
puc-text: ಚಾಮರಾಜನಗರ, ಜೂ.18- ಜಿಲ್ಲೆಯಲ್ಲಿ ಗುರುವಾರ ದ್ವಿತೀಯ ಪಿಯುಸಿ ಇಂಗ್ಲಿಷ್ ಪರೀಕ್ಷೆ ನಿರಾತಂಕವಾಗಿ ನಡೆಯಿತು. ಪರೀಕ್ಷೆಗೆ ನೋಂದಾಯಿಸಿದ್ದ 6540 ವಿದ್ಯಾರ್ಥಿಗಳ ಪೈಕಿ 6272 ವಿದ್ಯಾರ್ಥಿಗಳು ಹಾಜರಾಗಿದ್ದರು. 268 ಮಂದಿ ಗೈರು ಹಾಜರಾಗಿದ್ದರು. ಜಿಲ್ಲೆಯ 16 ಪರೀಕ್ಷಾ ಕೇಂದ್ರಗಳಲ್ಲಿ ಪರೀಕ್ಷೆಗೆ ಹಾಜರಾದ ವಿದ್ಯಾರ್ಥಿಗಳಿಗೆ ಮಾಸ್ಕ್ ನೀಡಿ, ಥರ್ಮಲ್ ಸ್ಕ್ಯಾನಿಂಗ್ ಮಾಡಲಾಯಿತು. ಪರೀಕ್ಷಾ ಕೇಂದ್ರಗಳಲ್ಲಿ ಸಾಮಾಜಿಕ ಅಂತರ ಕಾಯ್ದುಕೊಂಡು ವಿದ್ಯಾರ್ಥಿಗಳನ್ನು ಕೂರಿಸಲಾಗಿತ್ತು. ಜಿಲ್ಲಾಧಿಕಾರಿ ಡಾ.ಎಂ.ಆರ್.ರವಿ, ಜಿಲ್ಲಾ ಪೊಲೀಸ್ ವರಿಷ್ಠಾಧಿಕಾರಿ ಎಚ್.ಡಿ.ಆನಂದ್‌ಕುಮಾರ್ ನಗರದ ವಿವಿಧ ಪರೀಕ್ಷಾ ಕೇಂದ್ರಗಳಿಗೆ ಭೇಟಿ ನೀಡಿ ಪರಿಶೀಲಿಸಿದರು. ವಿದ್ಯಾರ್ಥಿಗಳು ಯಾವುದೇ ಆತಂಕವಿಲ್ಲದೆ ಪರೀಕ್ಷೆ ಬರೆದರು. <box>82 1768 920 1835</box>
nanjangud-col2-highlight1: ಕೈ ಕೊಟ್ಟ ಬಿಜೆಪಿ ಸದಸ್ಯ, ಗೆಲುವಿನ ನಗೆ ಬೀರಿದ ಕಾಂಗ್ರೆಸ್ ಸದಸ್ಯರು: <box>923 573 1182 587</box>
protest-photo <box>667 1288 920 1462</box>
dargah-photo <box>524 597 663 704</box>
mandya-sub-rest: 53 ಸಕ್ರಿಯ ಪ್ರಕರಣ <box>1218 1926 1340 1948</box>
madappa-headline <box>85 141 695 287</box>
mysugar-headline: ಕಾರ್ಯಾಚರಣೆ, ನಿರ್ವಹಣೆ ಮಾದರಿ ಮೈಶುಗರ್ ಪುನರಾರಂಭಕ್ಕಾಗಿ ಪ್ರತಿಭಟನೆ <box>538 2202 1226 2236</box>
nanjangud-text-col1 <box>680 321 880 902</box>
nanjangud-col1-text: ನಂಜನಗೂಡು, ಜೂ.18(ರವಿ)- ತೀವ್ರ ಕುತೂಹಲ ಕೆರಳಿಸಿದ್ದ ನಂಜನಗೂಡು ಕೃಷಿ ಉತ್ಪನ್ನ ಮಾರುಕಟ್ಟೆ ಸಮಿತಿಯ (ಎಪಿಎಂಸಿ) ಅಧ್ಯಕ್ಷ ಹಾಗೂ ಉಪಾಧ್ಯಕ್ಷ ಸ್ಥಾನ ಮತ್ತೆ ಕಾಂಗ್ರೆಸ್ ಪಾಲಾಗಿದೆ. ಪಟ್ಟಣದ ಎಪಿಎಂಸಿ ಸಭಾಂಗಣದಲ್ಲಿ ಗುರುವಾರ ನಡೆದ ಚುನಾವಣೆಯಲ್ಲಿ ಬಿಜೆಪಿ ಬೆಂಬಲಿತ ಸದಸ್ಯರೊಬ್ಬರ ಗೈರು ಹಾಜರಿಯಿಂದ ಕೊನೆಯ 20 ತಿಂಗಳ ಅವಧಿಗೂ ಕಾಂಗ್ರೆಸ್ ಅಧಿಕಾರದ ಚುಕ್ಕಾಣಿ ಹಿಡಿದಿದೆ. ಈ ಮೊದಲೇ ನಿರೀಕ್ಷಿಸಿದಂತೆ ಕಾಂಗ್ರೆಸ್ ಬೆಂಬಲಿತರಾದ ಹೆಮ್ಮರಗಾಲ ಮುದ್ದುಮಾದಶೆಟ್ಟಿ ಅಧ್ಯಕ್ಷರಾಗಿ ಹಾಗೂ ತಗಡೂರು ಆರ್.ಮಹದೇವು ಉಪಾಧ್ಯಕ್ಷರಾಗಿ ಆಯ್ಕೆಯಾದರು. <box>680 322 880 531</box>
nanjangud-col2b-text: ಒಟ್ಟು 16 ಸದಸ್ಯ ಬಲವಿರುವ ಕೃಷಿ ಉತ್ಪನ್ನ ಮಾರುಕಟ್ಟೆ ಸಮಿತಿಯಲ್ಲಿ ಕಾಂಗ್ರೆಸ್ ಹಾಗೂ ಬಿಜೆಪಿ ಬೆಂಬಲಿತ ತಲಾ 8 ಸದಸ್ಯರಿದ್ದು, ಚುನಾವಣೆ ಕೊನೆಯ ಕ್ಷಣದವರೆಗೂ ಕುತೂಹಲ ಮೂಡಿಸಿತ್ತು. ಕಳೆದ 40 ತಿಂಗಳಿನಿಂದ ಅಧಿಕಾರದ ಗದ್ದುಗೆ ಹಿಡಿದಿದ್ದ ಕಾಂಗ್ರೆಸ್‌ಗೆ ಗೆಲುವಿನ ನಿರೀಕ್ಷೆ ಇತ್ತು. ಈ ನಡುವೆ ಬಿಜೆಪಿ ಬೆಂಬಲಿತ ಸದಸ್ಯರೊಬ್ಬರು ಗೈರು ಹಾಜರಾದ ಹಿನ್ನೆಲೆಯಲ್ಲಿ ಕಾಂಗ್ರೆಸ್ ಗೆಲುವಿನ ನಗೆ ಬೀರಿತು. <box>888 590 1182 693</box>
hunsur-text-col1: ಹುಣಸೂರು, ಜೂ.18(ಕೆಕೆ)- ಹುಣಸೂರು ತಾಲೂಕು ಪಂಚಾಯಿತಿ ಹಾಗೂ ತಾಲೂಕಿನ ಹಸನೇಪುರ ಗ್ರಾಮ ಪಂಚಾಯಿತಿಗಳಿಗೆ ಕೇಂದ್ರ ಸರ್ಕಾರದ ಪಂಚಾಯತ್ ರಾಜ್ ಸಚಿವಾಲಯ ನೀಡುವ ದೀನ್‌ದಯಾಳ್ ಉಪಾಧ್ಯಾಯ ಪಂಚಾಯತ್ ಸಶಕ್ತೀಕರಣ ಪುರಸ್ಕಾರ ಲಭಿಸಿದೆ. ತಾಲೂಕು ಪಂಚಾಯಿತಿಗೆ 25 ಲಕ್ಷ ಹಾಗೂ ಗ್ರಾಮ ಪಂಚಾಯಿತಿಗೆ 10 ಲಕ್ಷ ರೂ. ನಗದು ಬಹುಮಾನ ದೊರಕಿದೆ ಎಂದು ತಾಪಂ ಇಒ ಗಿರೀಶ್ ತಿಳಿಸಿದರು. ತಾಲೂಕು ಪಂಚಾಯಿತಿ ಸಭಾಂಗಣದಲ್ಲಿ ಗುರುವಾರ ನಡೆದ ಸುದ್ದಿಗೋಷ್ಠಿಯಲ್ಲಿ ಮಾತನಾಡಿದ ಅವರು, ಹುಣಸೂರು ತಾಲೂಕು ಪಂಚಾಯಿತಿ ಹಾಗೂ ಹಸನೇಪುರ ಗ್ರಾಮ ಪಂಚಾಯಿತಿ ಉತ್ತಮ ಕಾರ್ಯ ನಿರ್ವಹಣೆ ಮೂಲಕ ಪ್ರಶಸ್ತಿಗೆ ಭಾಜನವಾಗಿದೆ ಎಂದರು. <box>468 963 710 1173</box>
mandya-headline: ಮಂಡ್ಯದಲ್ಲಿ 7 ಮಂದಿಗೆ ಕೊರೊನಾ: ಸೋಂಕಿತರ ಸಂಖ್ಯೆ 357 <box>966 1890 1450 1918</box>
